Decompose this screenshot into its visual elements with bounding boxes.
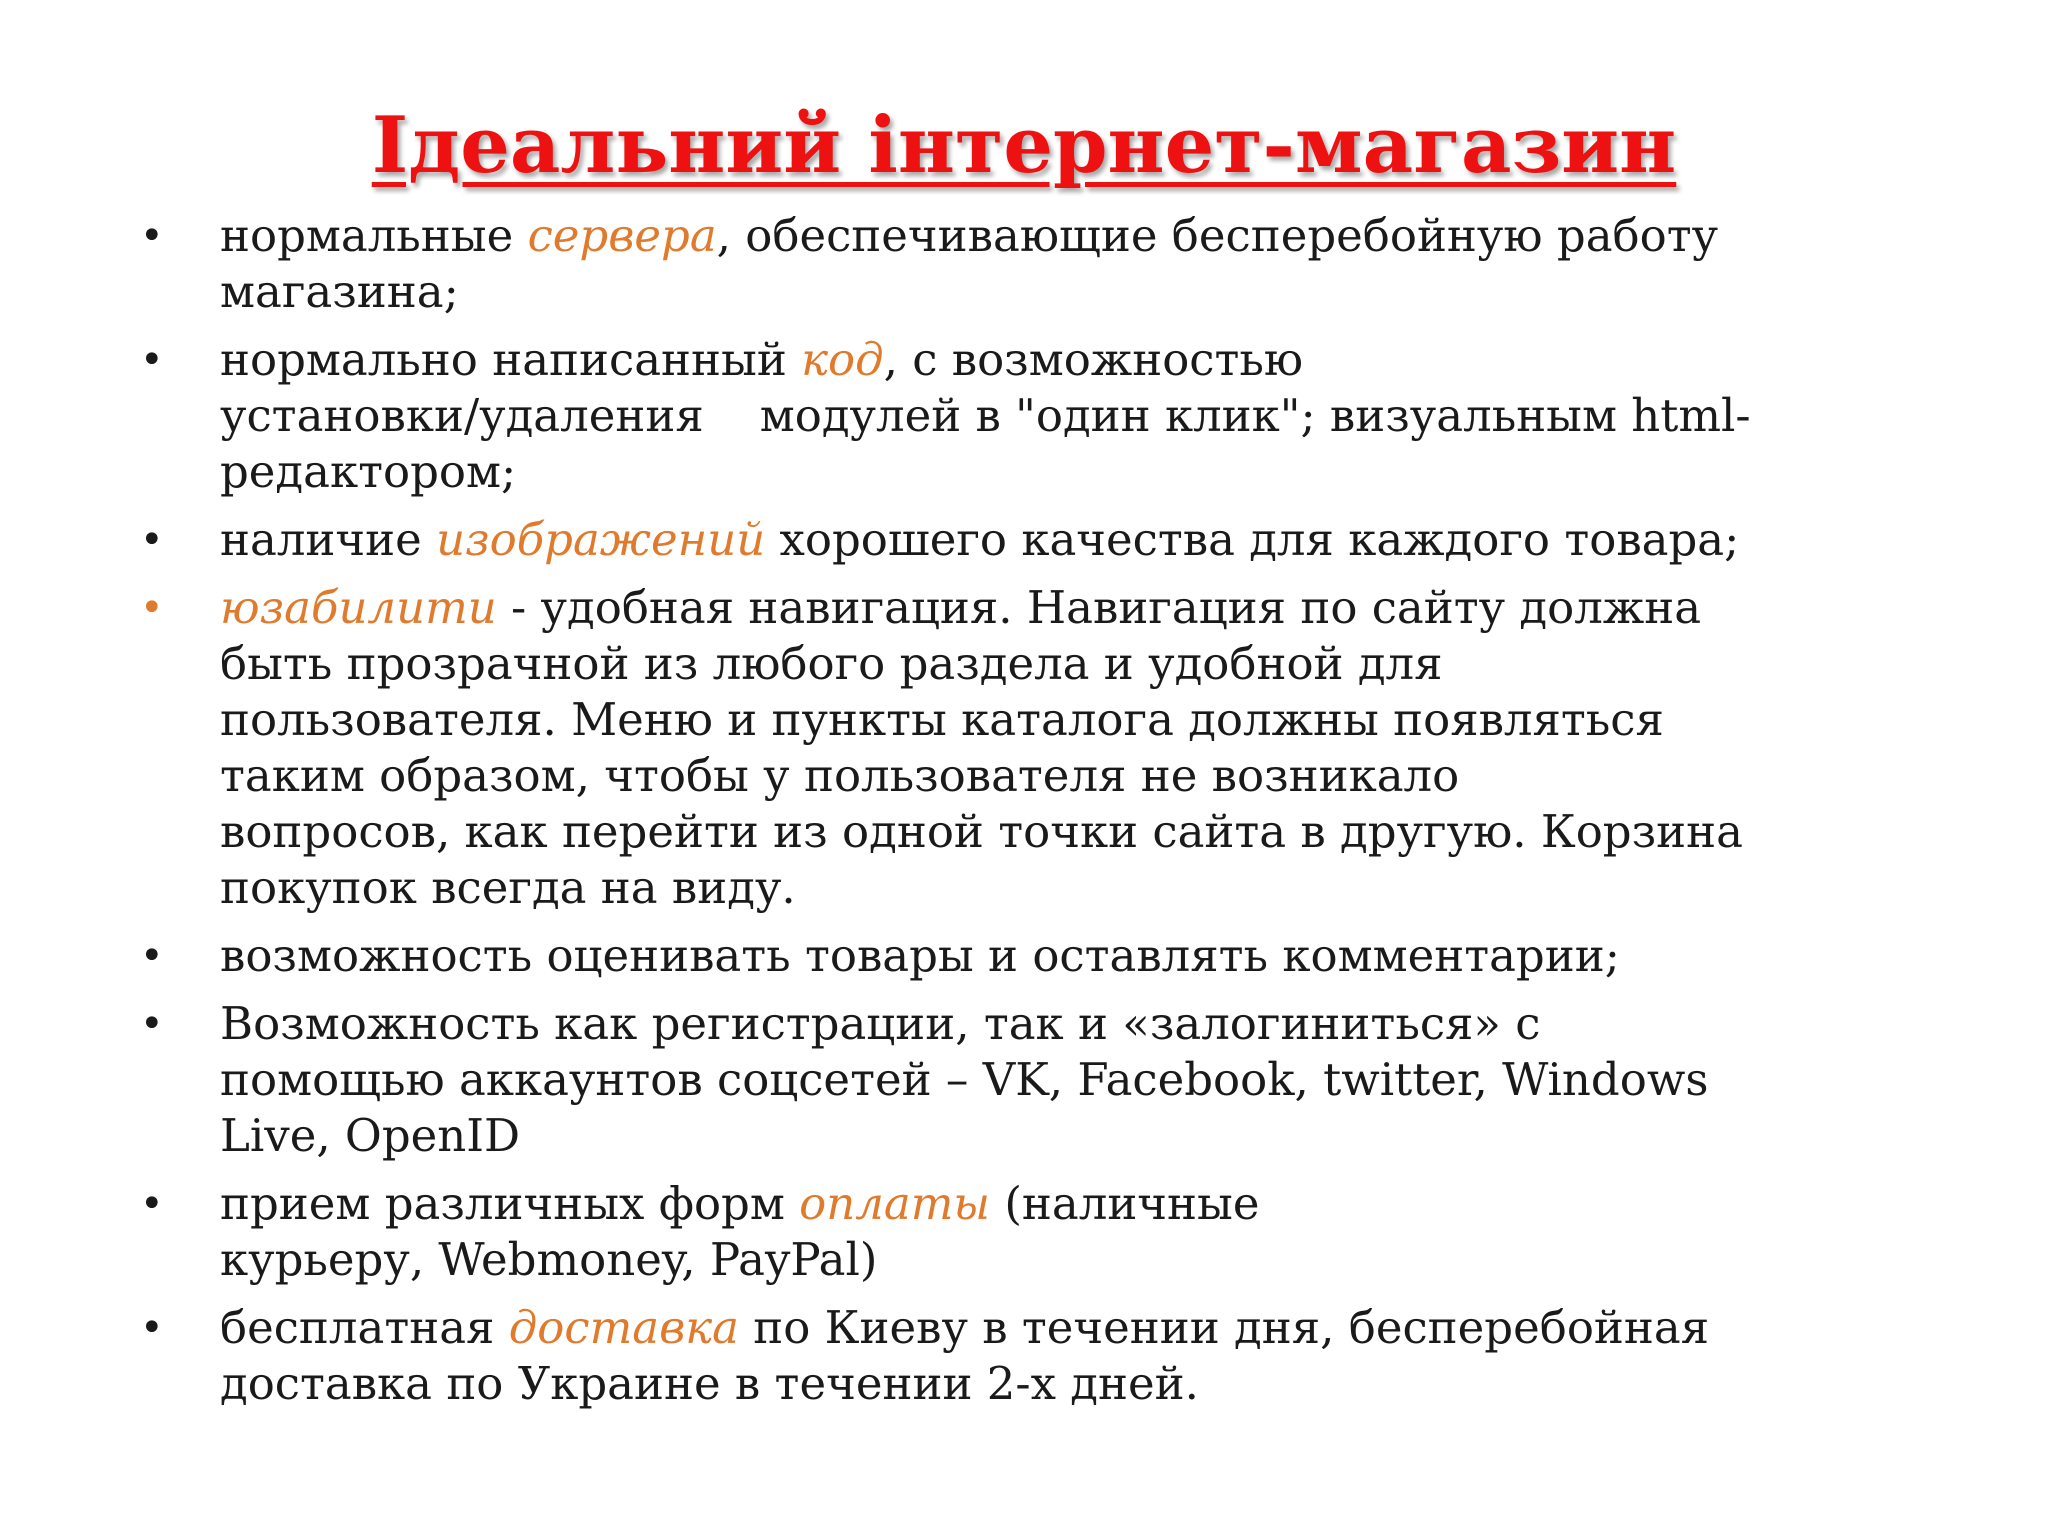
item-line [220, 208, 2000, 264]
item-text: установки/удаления [220, 389, 704, 442]
bullet-icon: • [140, 1305, 164, 1351]
bullet-icon: • [140, 213, 164, 259]
highlight-word: сервера [527, 209, 717, 262]
item-text: хорошего качества для каждого товара; [765, 513, 1740, 566]
item-line [220, 1052, 2000, 1108]
item-line [220, 1108, 2000, 1164]
item-line [220, 1232, 2000, 1288]
item-line [220, 332, 2000, 388]
item-line [220, 512, 2000, 568]
list-item [140, 332, 2000, 500]
item-text: модулей в "один клик"; визуальным html- [759, 389, 1751, 442]
slide-title: Ідеальний інтернет-магазин [371, 100, 1677, 191]
item-text: по Киеву в течении дня, бесперебойная [738, 1301, 1710, 1354]
item-text: быть прозрачной из любого раздела и удобной для [220, 637, 1443, 690]
bullet-icon: • [140, 585, 164, 631]
item-line [220, 264, 2000, 320]
item-line [220, 928, 2000, 984]
list-item [140, 1176, 2000, 1288]
item-text: нормально написанный [220, 333, 802, 386]
item-text: бесплатная [220, 1301, 509, 1354]
item-line [220, 1176, 2000, 1232]
item-line [220, 580, 2000, 636]
list-item [140, 1300, 2000, 1412]
list-item [140, 512, 2000, 568]
highlight-word: код [801, 333, 884, 386]
item-text: покупок всегда на виду. [220, 861, 796, 914]
item-line [220, 388, 2000, 444]
item-text: возможность оценивать товары и оставлять комментарии; [220, 929, 1620, 982]
item-line [220, 804, 2000, 860]
item-line [220, 444, 2000, 500]
highlight-word: изображений [436, 513, 766, 566]
item-line [220, 1356, 2000, 1412]
highlight-word: оплаты [799, 1177, 991, 1230]
bullet-list [140, 208, 2000, 1424]
item-line [220, 748, 2000, 804]
highlight-word: юзабилити [220, 581, 497, 634]
bullet-icon: • [140, 517, 164, 563]
item-text: (наличные [990, 1177, 1260, 1230]
item-text: таким образом, чтобы у пользователя не возникало [220, 749, 1460, 802]
item-line [220, 996, 2000, 1052]
list-item [140, 580, 2000, 916]
list-item [140, 208, 2000, 320]
item-line [220, 692, 2000, 748]
item-text: курьеру, Webmoney, PayPal) [220, 1233, 878, 1286]
list-item [140, 996, 2000, 1164]
list-item [140, 928, 2000, 984]
item-text: нормальные [220, 209, 528, 262]
item-text: Возможность как регистрации, так и «залогиниться» с [220, 997, 1541, 1050]
item-text: магазина; [220, 265, 459, 318]
item-text: помощью аккаунтов соцсетей – VK, Facebook, twitter, Windows [220, 1053, 1709, 1106]
item-text: прием различных форм [220, 1177, 800, 1230]
item-text: , с возможностью [883, 333, 1304, 386]
item-text: доставка по Украине в течении 2-х дней. [220, 1357, 1199, 1410]
item-line [220, 636, 2000, 692]
item-line [220, 1300, 2000, 1356]
item-text: редактором; [220, 445, 517, 498]
item-line [220, 860, 2000, 916]
item-text: пользователя. Меню и пункты каталога должны появляться [220, 693, 1664, 746]
item-text: , обеспечивающие бесперебойную работу [716, 209, 1719, 262]
highlight-word: доставка [508, 1301, 739, 1354]
item-text: - удобная навигация. Навигация по сайту должна [496, 581, 1702, 634]
bullet-icon: • [140, 337, 164, 383]
item-text: Live, OpenID [220, 1109, 521, 1162]
item-text: наличие [220, 513, 437, 566]
bullet-icon: • [140, 1001, 164, 1047]
item-text: вопросов, как перейти из одной точки сайта в другую. Корзина [220, 805, 1743, 858]
bullet-icon: • [140, 1181, 164, 1227]
bullet-icon: • [140, 933, 164, 979]
